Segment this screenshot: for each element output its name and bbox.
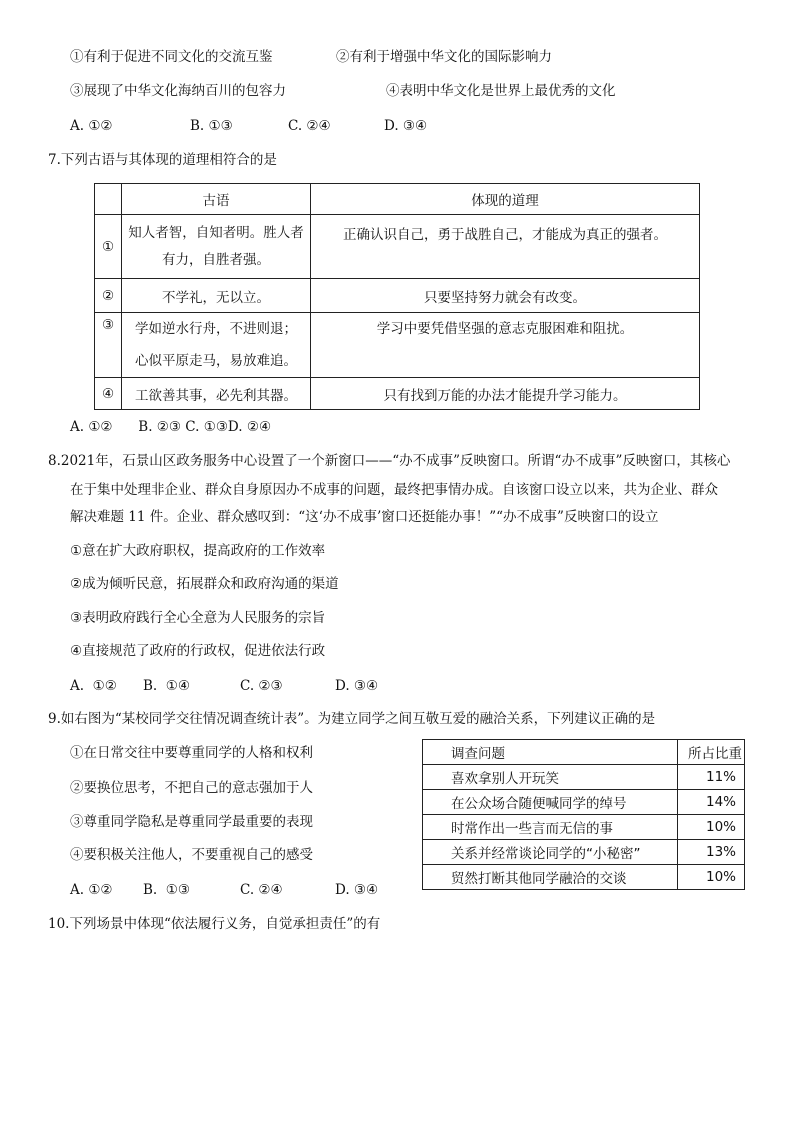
q7-table [94,183,700,410]
q7-row-saying: 不学礼，无以立。 [122,279,311,313]
q7-row-saying: 工欲善其事，必先利其器。 [122,378,311,410]
q9-row-issue: 喜欢拿别人开玩笑 [423,765,678,790]
q7-header-saying: 古语 [122,184,311,215]
q8-answer-d: D. ③④ [335,678,379,694]
q9-row-issue: 时常作出一些言而无信的事 [423,815,678,840]
q9-answer-d: D. ③④ [335,882,379,898]
q7-row-principle: 正确认识自己，勇于战胜自己，才能成为真正的强者。 [311,215,700,279]
q6-answer-d: D. ③④ [384,118,428,134]
q7-row-num: ② [95,279,122,313]
q9-row-pct: 10% [678,865,745,890]
q7-row-principle: 学习中要凭借坚强的意志克服困难和阻扰。 [311,313,700,378]
q9-header-pct: 所占比重 [678,740,745,765]
q6-answer-a: A. ①② [70,118,113,134]
q6-option-1: ①有利于促进不同文化的交流互鉴 [70,49,273,65]
q9-option-4: ④要积极关注他人，不要重视自己的感受 [70,847,313,863]
q6-option-4: ④表明中华文化是世界上最优秀的文化 [386,83,616,99]
q7-stem: 7.下列古语与其体现的道理相符合的是 [48,152,277,168]
q9-answer-a: A. ①② [70,882,113,898]
q6-option-3: ③展现了中华文化海纳百川的包容力 [70,83,286,99]
q7-row-saying: 学如逆水行舟，不进则退； 心似平原走马，易放难追。 [122,313,311,378]
q8-answer-c: C. ②③ [240,678,283,694]
q8-answer-b: B. ①④ [143,678,190,694]
q9-survey-table [422,739,745,890]
q8-option-3: ③表明政府践行全心全意为人民服务的宗旨 [70,610,326,626]
q8-stem-line-2: 在于集中处理非企业、群众自身原因办不成事的问题，最终把事情办成。自该窗口设立以来，共为企业、群众 [70,482,718,498]
q8-option-2: ②成为倾听民意，拓展群众和政府沟通的渠道 [70,576,339,592]
q9-row-issue: 贸然打断其他同学融洽的交谈 [423,865,678,890]
q8-stem-line-1: 8.2021年，石景山区政务服务中心设置了一个新窗口——“办不成事”反映窗口。所谓“办不成事”反映窗口，其核心 [48,453,731,469]
q9-option-1: ①在日常交往中要尊重同学的人格和权利 [70,745,313,761]
q9-row-issue: 关系并经常谈论同学的“小秘密” [423,840,678,865]
q6-option-2: ②有利于增强中华文化的国际影响力 [336,49,552,65]
q9-row-issue: 在公众场合随便喊同学的绰号 [423,790,678,815]
q9-option-3: ③尊重同学隐私是尊重同学最重要的表现 [70,814,313,830]
q7-row-principle: 只有找到万能的办法才能提升学习能力。 [311,378,700,410]
q7-row-num: ④ [95,378,122,410]
q8-answer-a: A. ①② [70,678,117,694]
q7-row-principle: 只要坚持努力就会有改变。 [311,279,700,313]
q8-option-4: ④直接规范了政府的行政权，促进依法行政 [70,643,326,659]
q9-row-pct: 11% [678,765,745,790]
q9-row-pct: 13% [678,840,745,865]
q7-row-num: ③ [95,313,122,378]
q7-row-num: ① [95,215,122,279]
q9-row-pct: 14% [678,790,745,815]
q8-option-1: ①意在扩大政府职权，提高政府的工作效率 [70,543,326,559]
q10-stem: 10.下列场景中体现“依法履行义务，自觉承担责任”的有 [48,916,381,932]
q7-header-principle: 体现的道理 [311,184,700,215]
q9-stem: 9.如右图为“某校同学交往情况调查统计表”。为建立同学之间互敬互爱的融洽关系，下列建议正确的是 [48,711,656,727]
q6-answer-b: B. ①③ [190,118,233,134]
q9-answer-c: C. ②④ [240,882,283,898]
q6-answer-c: C. ②④ [288,118,331,134]
q7-header-num [95,184,122,215]
q9-answer-b: B. ①③ [143,882,190,898]
q9-option-2: ②要换位思考，不把自己的意志强加于人 [70,780,313,796]
q7-row-saying: 知人者智，自知者明。胜人者 有力，自胜者强。 [122,215,311,279]
q9-header-issue: 调查问题 [423,740,678,765]
q7-answers: A. ①② B. ②③ C. ①③D. ②④ [70,419,272,435]
q9-row-pct: 10% [678,815,745,840]
q8-stem-line-3: 解决难题 11 件。企业、群众感叹到：“这‘办不成事’窗口还挺能办事！”“办不成事”反映窗口的设立 [70,509,659,525]
